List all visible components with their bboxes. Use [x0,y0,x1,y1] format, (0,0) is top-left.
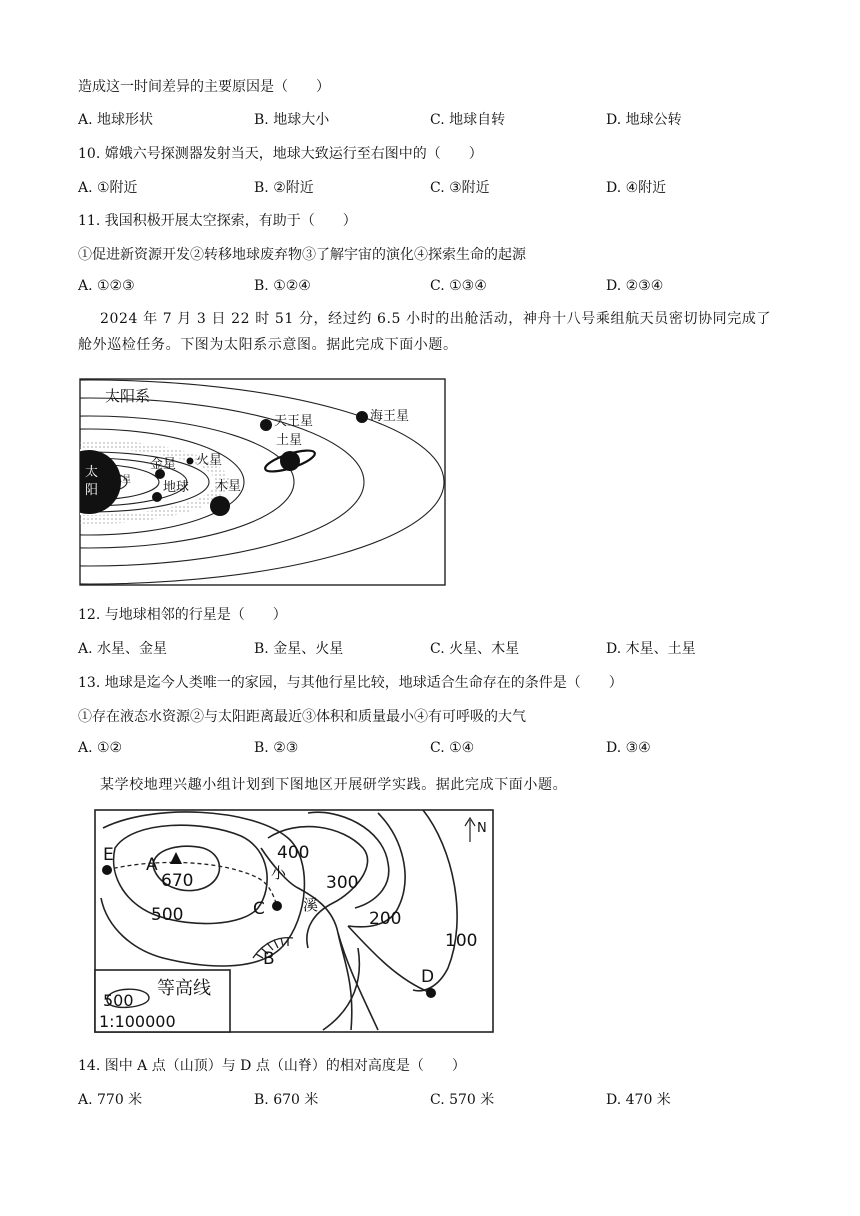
q11-option-b: B. ①②④ [254,278,311,294]
q14-option-b: B. 670 米 [254,1092,319,1108]
label-b: B [263,949,275,969]
neptune [356,411,368,423]
q12-option-c: C. 火星、木星 [430,641,520,657]
q10-option-a: A. ①附近 [78,180,138,196]
earth [152,492,162,502]
q9-option-a: A. 地球形状 [78,112,154,128]
q11-statements: ①促进新资源开发②转移地球废弃物③了解宇宙的演化④探索生命的起源 [78,247,526,263]
point-c [272,901,282,911]
legend-label: 等高线 [157,978,211,999]
q13-option-b: B. ②③ [254,740,299,756]
q9-option-d: D. 地球公转 [606,112,682,128]
passage-contour: 某学校地理兴趣小组计划到下图地区开展研学实践。据此完成下面小题。 [100,777,568,793]
stream-label-1: 小 [271,864,287,882]
scale-label: 1:100000 [99,1012,176,1031]
question-9-stem: 造成这一时间差异的主要原因是（ ） [78,79,330,95]
sun-label-1: 太 [85,465,99,480]
contour-map-figure [93,808,497,1036]
solar-system-figure [79,378,449,588]
summit-elevation: 670 [161,871,194,891]
earth-label: 地球 [163,480,190,495]
q10-option-c: C. ③附近 [430,180,490,196]
q11-option-c: C. ①③④ [430,278,487,294]
point-d [426,988,436,998]
uranus [260,419,272,431]
question-14-stem: 14. 图中 A 点（山顶）与 D 点（山脊）的相对高度是（ ） [78,1058,466,1074]
question-13-stem: 13. 地球是迄今人类唯一的家园，与其他行星比较，地球适合生命存在的条件是（ ） [78,675,623,691]
q11-option-d: D. ②③④ [606,278,664,294]
saturn-label: 土星 [276,433,303,448]
contour-label-500: 500 [151,905,184,925]
label-a: A [146,855,158,875]
q14-option-a: A. 770 米 [78,1092,143,1108]
contour-label-200: 200 [369,909,402,929]
question-12-stem: 12. 与地球相邻的行星是（ ） [78,607,287,623]
contour-label-300: 300 [326,873,359,893]
q13-option-d: D. ③④ [606,740,651,756]
stream-label-2: 溪 [303,896,319,914]
q14-option-d: D. 470 米 [606,1092,671,1108]
saturn [280,451,300,471]
mars-label: 火星 [196,453,223,468]
neptune-label: 海王星 [370,409,410,424]
q12-option-b: B. 金星、火星 [254,641,344,657]
q13-option-a: A. ①② [78,740,123,756]
figure-title: 太阳系 [105,387,151,405]
legend-value: 500 [103,991,134,1010]
q11-option-a: A. ①②③ [78,278,135,294]
q9-option-b: B. 地球大小 [254,112,330,128]
mars [187,458,194,465]
q12-option-d: D. 木星、土星 [606,641,696,657]
jupiter [210,496,230,516]
label-e: E [103,845,114,865]
question-11-stem: 11. 我国积极开展太空探索，有助于（ ） [78,213,357,229]
jupiter-label: 木星 [215,479,242,494]
q9-option-c: C. 地球自转 [430,112,506,128]
q10-option-d: D. ④附近 [606,180,667,196]
label-c: C [253,899,265,919]
passage-solar: 2024 年 7 月 3 日 22 时 51 分，经过约 6.5 小时的出舱活动，神舟十八号乘组航天员密切协同完成了舱外巡检任务。下图为太阳系示意图。据此完成下面小题。 [78,311,772,353]
q10-option-b: B. ②附近 [254,180,314,196]
contour-label-100: 100 [445,931,478,951]
contour-label-400: 400 [277,843,310,863]
q12-option-a: A. 水星、金星 [78,641,168,657]
sun-label-2: 阳 [85,483,99,498]
uranus-label: 天王星 [274,414,314,429]
north-label: N [477,821,487,836]
q13-statements: ①存在液态水资源②与太阳距离最近③体积和质量最小④有可呼吸的大气 [78,709,526,725]
mercury-label: 水星 [113,475,132,485]
q14-option-c: C. 570 米 [430,1092,495,1108]
q13-option-c: C. ①④ [430,740,475,756]
label-d: D [421,967,435,987]
question-10-stem: 10. 嫦娥六号探测器发射当天，地球大致运行至右图中的（ ） [78,146,483,162]
point-e [102,865,112,875]
venus-label: 金星 [150,457,177,472]
